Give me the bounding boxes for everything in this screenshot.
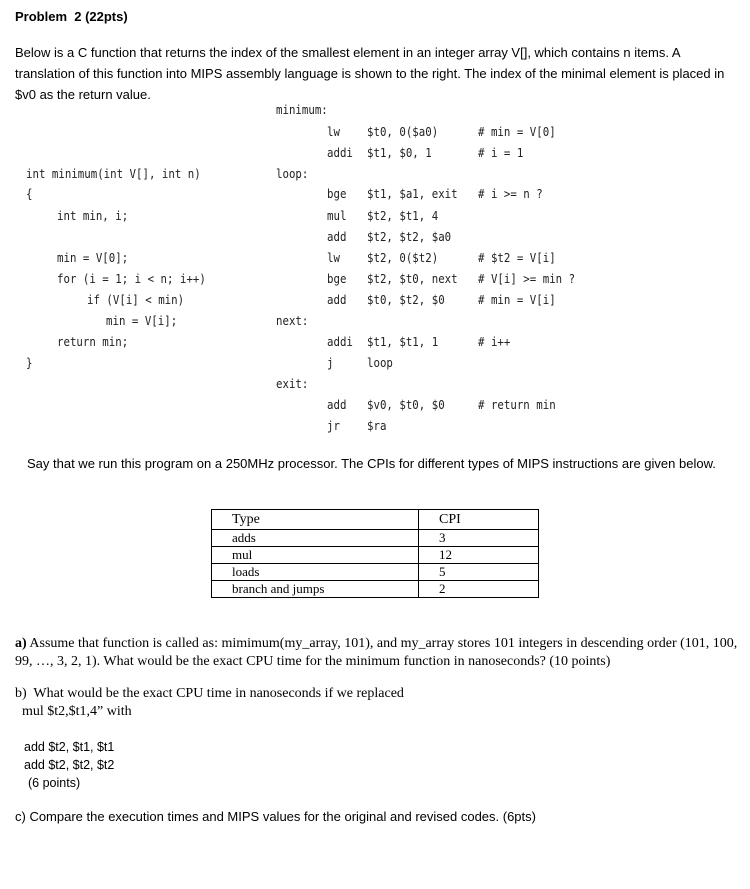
mips-label: minimum:	[276, 102, 328, 117]
table-cell-cpi: 3	[419, 530, 539, 547]
c-code-line: min = V[i];	[106, 313, 178, 328]
mips-args: loop	[367, 355, 393, 370]
mips-op: j	[327, 355, 334, 370]
mips-op: add	[327, 397, 347, 412]
mips-args: $ra	[367, 418, 387, 433]
table-header-type: Type	[212, 510, 419, 530]
table-cell-type: branch and jumps	[212, 581, 419, 598]
problem-title: Problem 2 (22pts)	[15, 9, 128, 24]
cpi-table	[211, 509, 539, 598]
mips-comment: # V[i] >= min ?	[478, 271, 576, 286]
mips-args: $t0, $t2, $0	[367, 292, 445, 307]
table-cell-cpi: 5	[419, 564, 539, 581]
mips-args: $t0, 0($a0)	[367, 124, 439, 139]
mips-comment: # $t2 = V[i]	[478, 250, 556, 265]
table-cell-type: loads	[212, 564, 419, 581]
table-header-row	[212, 510, 539, 530]
c-code-line: for (i = 1; i < n; i++)	[57, 271, 206, 286]
mips-op: lw	[327, 124, 340, 139]
c-code-line: return min;	[57, 334, 129, 349]
mips-args: $v0, $t0, $0	[367, 397, 445, 412]
mips-args: $t1, $a1, exit	[367, 186, 458, 201]
question-c: c) Compare the execution times and MIPS values for the original and revised codes. (6pts)	[15, 809, 536, 824]
table-row	[212, 530, 539, 547]
table-cell-type: mul	[212, 547, 419, 564]
mips-op: addi	[327, 334, 353, 349]
c-code-line: int min, i;	[57, 208, 129, 223]
table-row	[212, 564, 539, 581]
mips-args: $t1, $t1, 1	[367, 334, 439, 349]
question-b-code-line: add $t2, $t1, $t1	[24, 740, 115, 754]
mips-args: $t2, $t0, next	[367, 271, 458, 286]
c-code-line: {	[26, 186, 33, 201]
c-code-line: min = V[0];	[57, 250, 129, 265]
mips-op: addi	[327, 145, 353, 160]
question-b-points: (6 points)	[28, 776, 81, 790]
mips-args: $t2, $t1, 4	[367, 208, 439, 223]
mips-op: bge	[327, 186, 347, 201]
question-a-label: a)	[15, 636, 27, 651]
table-cell-cpi: 2	[419, 581, 539, 598]
question-b-line2: mul $t2,$t1,4” with	[22, 704, 132, 719]
table-header-cpi: CPI	[419, 510, 539, 530]
mips-op: jr	[327, 418, 340, 433]
mips-comment: # min = V[0]	[478, 124, 556, 139]
mips-label: exit:	[276, 376, 309, 391]
mips-op: add	[327, 229, 347, 244]
table-row	[212, 547, 539, 564]
mips-comment: # i >= n ?	[478, 186, 543, 201]
table-row	[212, 581, 539, 598]
mips-op: mul	[327, 208, 347, 223]
mips-op: add	[327, 292, 347, 307]
problem-intro: Below is a C function that returns the index of the smallest element in an integer array V[], which contains n items. A translation of this function into MIPS assembly language is shown to the right. The index of the minimal element is placed in $v0 as the return value.	[15, 45, 725, 102]
mips-label: next:	[276, 313, 309, 328]
mips-args: $t2, 0($t2)	[367, 250, 439, 265]
cpi-intro: Say that we run this program on a 250MHz processor. The CPIs for different types of MIPS instructions are given below.	[27, 456, 716, 471]
question-b-line1: b) What would be the exact CPU time in nanoseconds if we replaced	[15, 686, 404, 701]
table-cell-type: adds	[212, 530, 419, 547]
c-code-line: int minimum(int V[], int n)	[26, 166, 201, 181]
mips-comment: # i = 1	[478, 145, 524, 160]
table-cell-cpi: 12	[419, 547, 539, 564]
mips-comment: # return min	[478, 397, 556, 412]
question-a	[15, 635, 743, 671]
question-b-code-line: add $t2, $t2, $t2	[24, 758, 115, 772]
c-code-line: if (V[i] < min)	[87, 292, 185, 307]
mips-op: lw	[327, 250, 340, 265]
mips-args: $t1, $0, 1	[367, 145, 432, 160]
mips-label: loop:	[276, 166, 309, 181]
mips-args: $t2, $t2, $a0	[367, 229, 452, 244]
mips-comment: # min = V[i]	[478, 292, 556, 307]
mips-comment: # i++	[478, 334, 511, 349]
mips-op: bge	[327, 271, 347, 286]
question-a-text: Assume that function is called as: mimimum(my_array, 101), and my_array stores 101 integers in descending order (101, 100, 99, …, 3, 2, 1). What would be the exact CPU time for the minimum function in nanoseconds? (10 points)	[15, 636, 738, 669]
c-code-line: }	[26, 355, 33, 370]
